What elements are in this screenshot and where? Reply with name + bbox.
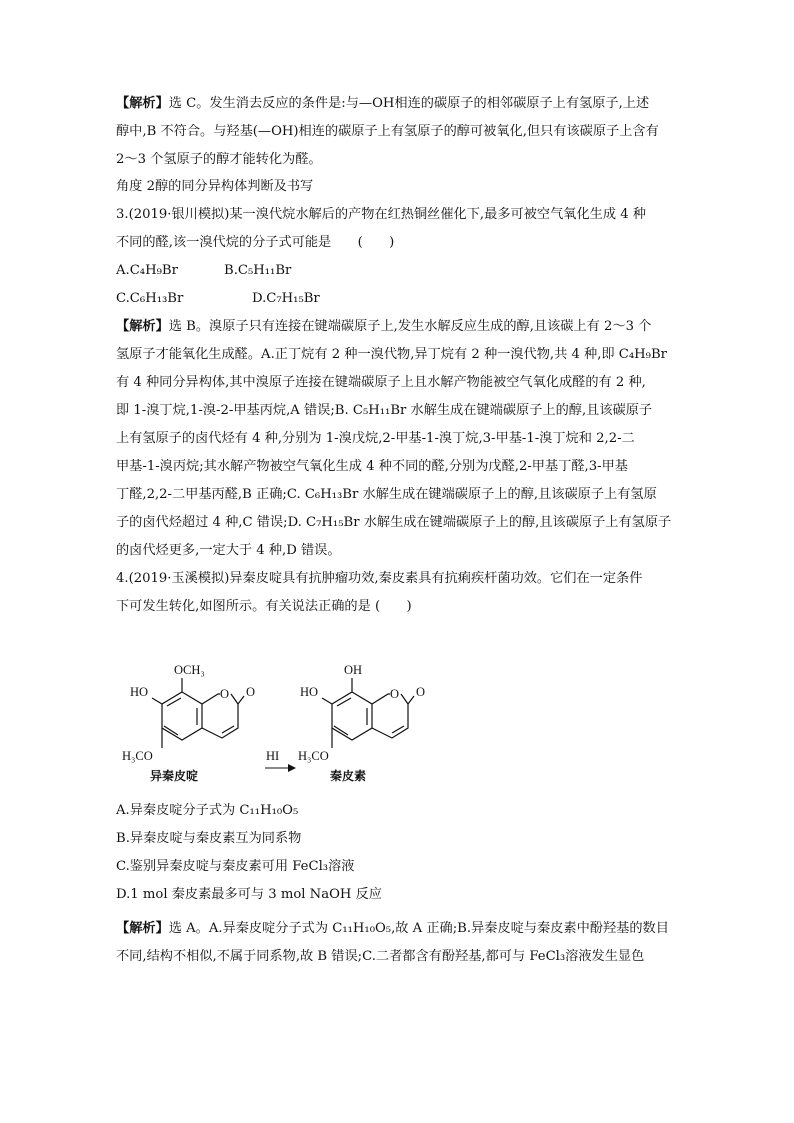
ho-label: HO (130, 685, 149, 699)
q3-stem-line-1: 3.(2019·银川模拟)某一溴代烷水解后的产物在红热铜丝催化下,最多可被空气氧化生成 4 种 (116, 207, 646, 222)
analysis-tag: 【 解析 】 (116, 921, 169, 936)
fraxetin-name: 秦皮素 (330, 769, 367, 783)
h3co-label: H₃CO (298, 749, 329, 763)
q4-analysis-line-1: 【 解析 】 选 A。A.异秦皮啶分子式为 C₁₁H₁₀O₅,故 A 正确;B.异秦皮啶与秦皮素中酚羟基的数目 (116, 919, 669, 939)
q3-analysis-line-7: 丁醛,2,2-二甲基丙醛,B 正确;C. C₆H₁₃Br 水解生成在键端碳原子上的醇,且该碳原子上有氢原 (116, 487, 657, 502)
reaction-figure (120, 630, 440, 790)
carbonyl-oxygen-label: O (246, 685, 256, 699)
q4-option-a: A.异秦皮啶分子式为 C₁₁H₁₀O₅ (116, 803, 299, 818)
q3-analysis-line-2: 氢原子才能氧化生成醛。A.正丁烷有 2 种一溴代物,异丁烷有 2 种一溴代物,共 4 种,即 C₄H₉Br (116, 347, 667, 362)
ring-oxygen-label: O (220, 687, 230, 701)
q3-stem-line-2: 不同的醛,该一溴代烷的分子式可能是 ( ) (116, 235, 395, 250)
q2-analysis-line-2: 醇中,B 不符合。与羟基(—OH)相连的碳原子上有氢原子的醇可被氧化,但只有该碳原子上含有 (116, 124, 659, 139)
q4-option-d: D.1 mol 秦皮素最多可与 3 mol NaOH 反应 (116, 887, 382, 902)
och3-label: OCH₃ (174, 663, 205, 677)
ring-oxygen-label: O (390, 687, 400, 701)
q3-option-d: D.C₇H₁₅Br (252, 291, 320, 306)
q4-option-c: C.鉴别异秦皮啶与秦皮素可用 FeCl₃溶液 (116, 859, 355, 874)
isofraxidin-name: 异秦皮啶 (150, 769, 199, 783)
q2-analysis-line-1: 【 解析 】 选 C。发生消去反应的条件是:与—OH相连的碳原子的相邻碳原子上有氢原子,上述 (116, 94, 649, 114)
q4-analysis-line-2: 不同,结构不相似,不属于同系物,故 B 错误;C.二者都含有酚羟基,都可与 FeCl₃溶液发生显色 (116, 949, 645, 964)
reagent-label: HI (266, 749, 280, 763)
q4-stem-line-1: 4.(2019·玉溪模拟)异秦皮啶具有抗肿瘤功效,秦皮素具有抗痢疾杆菌功效。它们在一定条件 (116, 571, 643, 586)
ho-label: HO (300, 685, 319, 699)
q3-option-c: C.C₆H₁₃Br (116, 291, 184, 306)
analysis-tag: 【 解析 】 (116, 96, 169, 111)
isofraxidin-structure (152, 678, 244, 748)
q2-analysis-line-3: 2～3 个氢原子的醇才能转化为醛。 (116, 152, 322, 167)
q3-analysis-line-5: 上有氢原子的卤代烃有 4 种,分别为 1-溴戊烷,2-甲基-1-溴丁烷,3-甲基-1-溴丁烷和 2,2-二 (116, 431, 635, 446)
q3-analysis-line-1: 【 解析 】 选 B。溴原子只有连接在键端碳原子上,发生水解反应生成的醇,且该碳上有 2～3 个 (116, 317, 651, 337)
q3-analysis-line-6: 甲基-1-溴丙烷;其水解产物被空气氧化生成 4 种不同的醛,分别为戊醛,2-甲基丁醛,3-甲基 (116, 459, 628, 474)
q3-analysis-line-9: 的卤代烃更多,一定大于 4 种,D 错误。 (116, 543, 341, 558)
section-heading: 角度 2醇的同分异构体判断及书写 (116, 179, 314, 194)
q3-analysis-line-4: 即 1-溴丁烷,1-溴-2-甲基丙烷,A 错误;B. C₅H₁₁Br 水解生成在键端碳原子上的醇,且该碳原子 (116, 403, 653, 418)
q3-analysis-line-8: 子的卤代烃超过 4 种,C 错误;D. C₇H₁₅Br 水解生成在键端碳原子上的醇,且该碳原子上有氢原子 (116, 515, 672, 530)
q3-analysis-line-3: 有 4 种同分异构体,其中溴原子连接在键端碳原子上且水解产物能被空气氧化成醛的有 2 种, (116, 375, 646, 390)
oh-label: OH (344, 663, 363, 677)
q3-option-b: B.C₅H₁₁Br (224, 263, 292, 278)
carbonyl-oxygen-label: O (416, 685, 426, 699)
analysis-tag: 【 解析 】 (116, 319, 169, 334)
q4-stem-line-2: 下可发生转化,如图所示。有关说法正确的是 ( ) (116, 599, 412, 614)
h3co-label: H₃CO (122, 749, 153, 763)
q4-option-b: B.异秦皮啶与秦皮素互为同系物 (116, 831, 302, 846)
q3-option-a: A.C₄H₉Br (116, 263, 178, 278)
reaction-arrow (265, 764, 296, 772)
fraxetin-structure (322, 678, 414, 748)
